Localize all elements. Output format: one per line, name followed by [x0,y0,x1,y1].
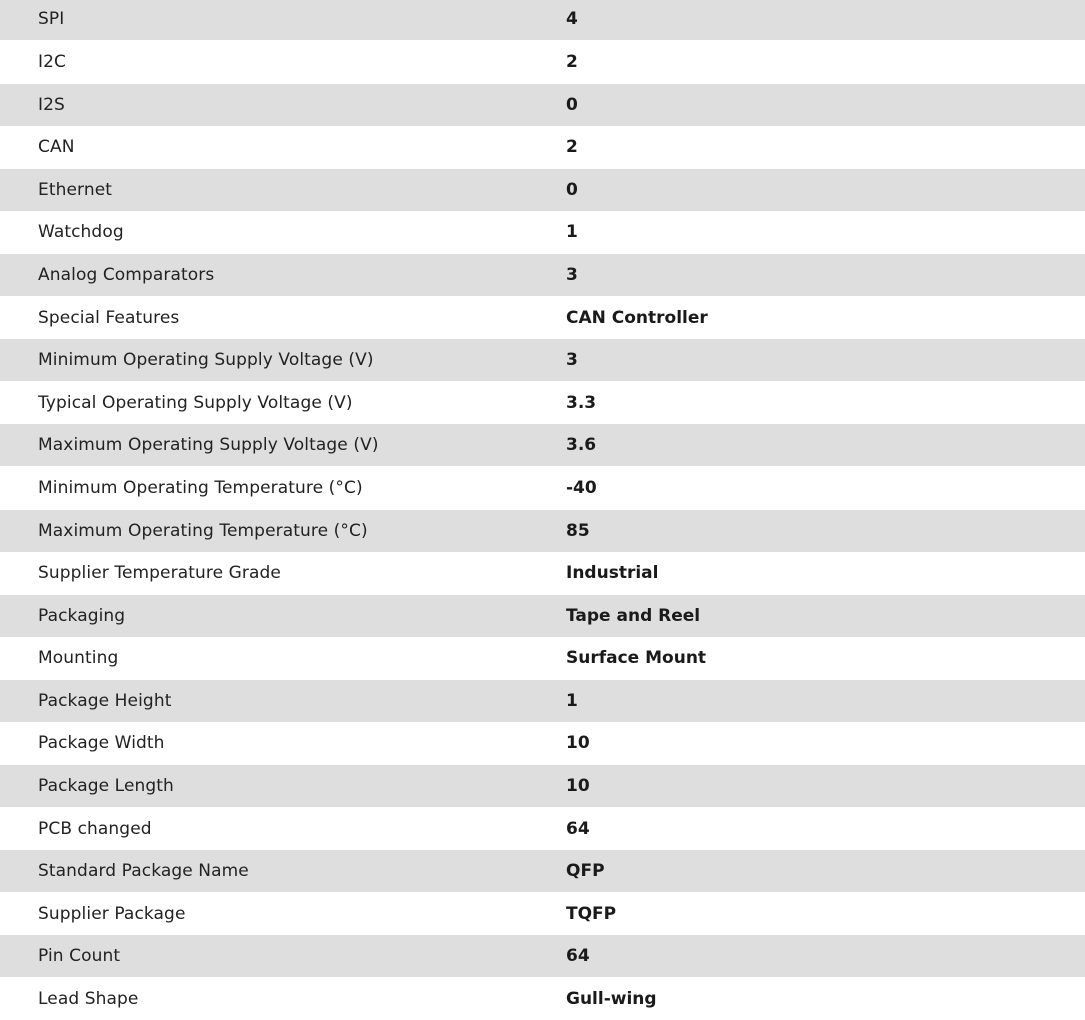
spec-row [0,211,1085,253]
spec-row [0,424,1085,466]
spec-label: Minimum Operating Supply Voltage (V) [38,350,374,370]
spec-row [0,339,1085,381]
spec-row [0,467,1085,509]
spec-row [0,978,1085,1020]
spec-value: 2 [566,137,578,157]
spec-value: 3 [566,350,578,370]
spec-row [0,552,1085,594]
spec-label: Watchdog [38,222,124,242]
spec-label: Maximum Operating Temperature (°C) [38,521,368,541]
spec-row [0,722,1085,764]
spec-row [0,169,1085,211]
spec-label: Standard Package Name [38,861,249,881]
spec-row [0,382,1085,424]
spec-label: Packaging [38,606,126,626]
spec-value: TQFP [566,904,617,924]
spec-label: I2S [38,95,65,115]
spec-row [0,595,1085,637]
spec-value: 10 [566,776,590,796]
spec-row [0,41,1085,83]
spec-label: Pin Count [38,946,121,966]
spec-value: 64 [566,946,590,966]
spec-value: Gull-wing [566,989,657,1009]
spec-row [0,808,1085,850]
spec-value: 85 [566,521,590,541]
spec-row [0,893,1085,935]
spec-value: 1 [566,691,578,711]
spec-row [0,765,1085,807]
spec-label: Special Features [38,308,180,328]
spec-row [0,935,1085,977]
spec-value: 10 [566,733,590,753]
spec-row [0,297,1085,339]
spec-label: I2C [38,52,66,72]
spec-value: 1 [566,222,578,242]
spec-value: 3.6 [566,435,597,455]
spec-value: Tape and Reel [566,606,701,626]
spec-label: Package Height [38,691,172,711]
spec-label: Lead Shape [38,989,139,1009]
spec-label: Supplier Temperature Grade [38,563,281,583]
spec-row [0,637,1085,679]
spec-value: 3 [566,265,578,285]
spec-row [0,510,1085,552]
spec-label: Package Width [38,733,165,753]
spec-value: 64 [566,819,590,839]
spec-label: Ethernet [38,180,113,200]
spec-label: Minimum Operating Temperature (°C) [38,478,363,498]
spec-label: Mounting [38,648,119,668]
spec-row [0,84,1085,126]
spec-label: PCB changed [38,819,152,839]
spec-value: 0 [566,180,578,200]
spec-value: QFP [566,861,605,881]
spec-label: Maximum Operating Supply Voltage (V) [38,435,379,455]
spec-value: Surface Mount [566,648,707,668]
spec-label: Typical Operating Supply Voltage (V) [38,393,353,413]
spec-label: SPI [38,9,65,29]
spec-value: 0 [566,95,578,115]
spec-value: -40 [566,478,597,498]
spec-value: 3.3 [566,393,597,413]
spec-label: Analog Comparators [38,265,215,285]
spec-value: Industrial [566,563,659,583]
spec-label: Package Length [38,776,174,796]
spec-value: 2 [566,52,578,72]
spec-row [0,0,1085,40]
spec-row [0,680,1085,722]
spec-row [0,126,1085,168]
spec-value: CAN Controller [566,308,708,328]
spec-label: CAN [38,137,75,157]
spec-label: Supplier Package [38,904,186,924]
spec-value: 4 [566,9,578,29]
spec-row [0,254,1085,296]
spec-row [0,850,1085,892]
